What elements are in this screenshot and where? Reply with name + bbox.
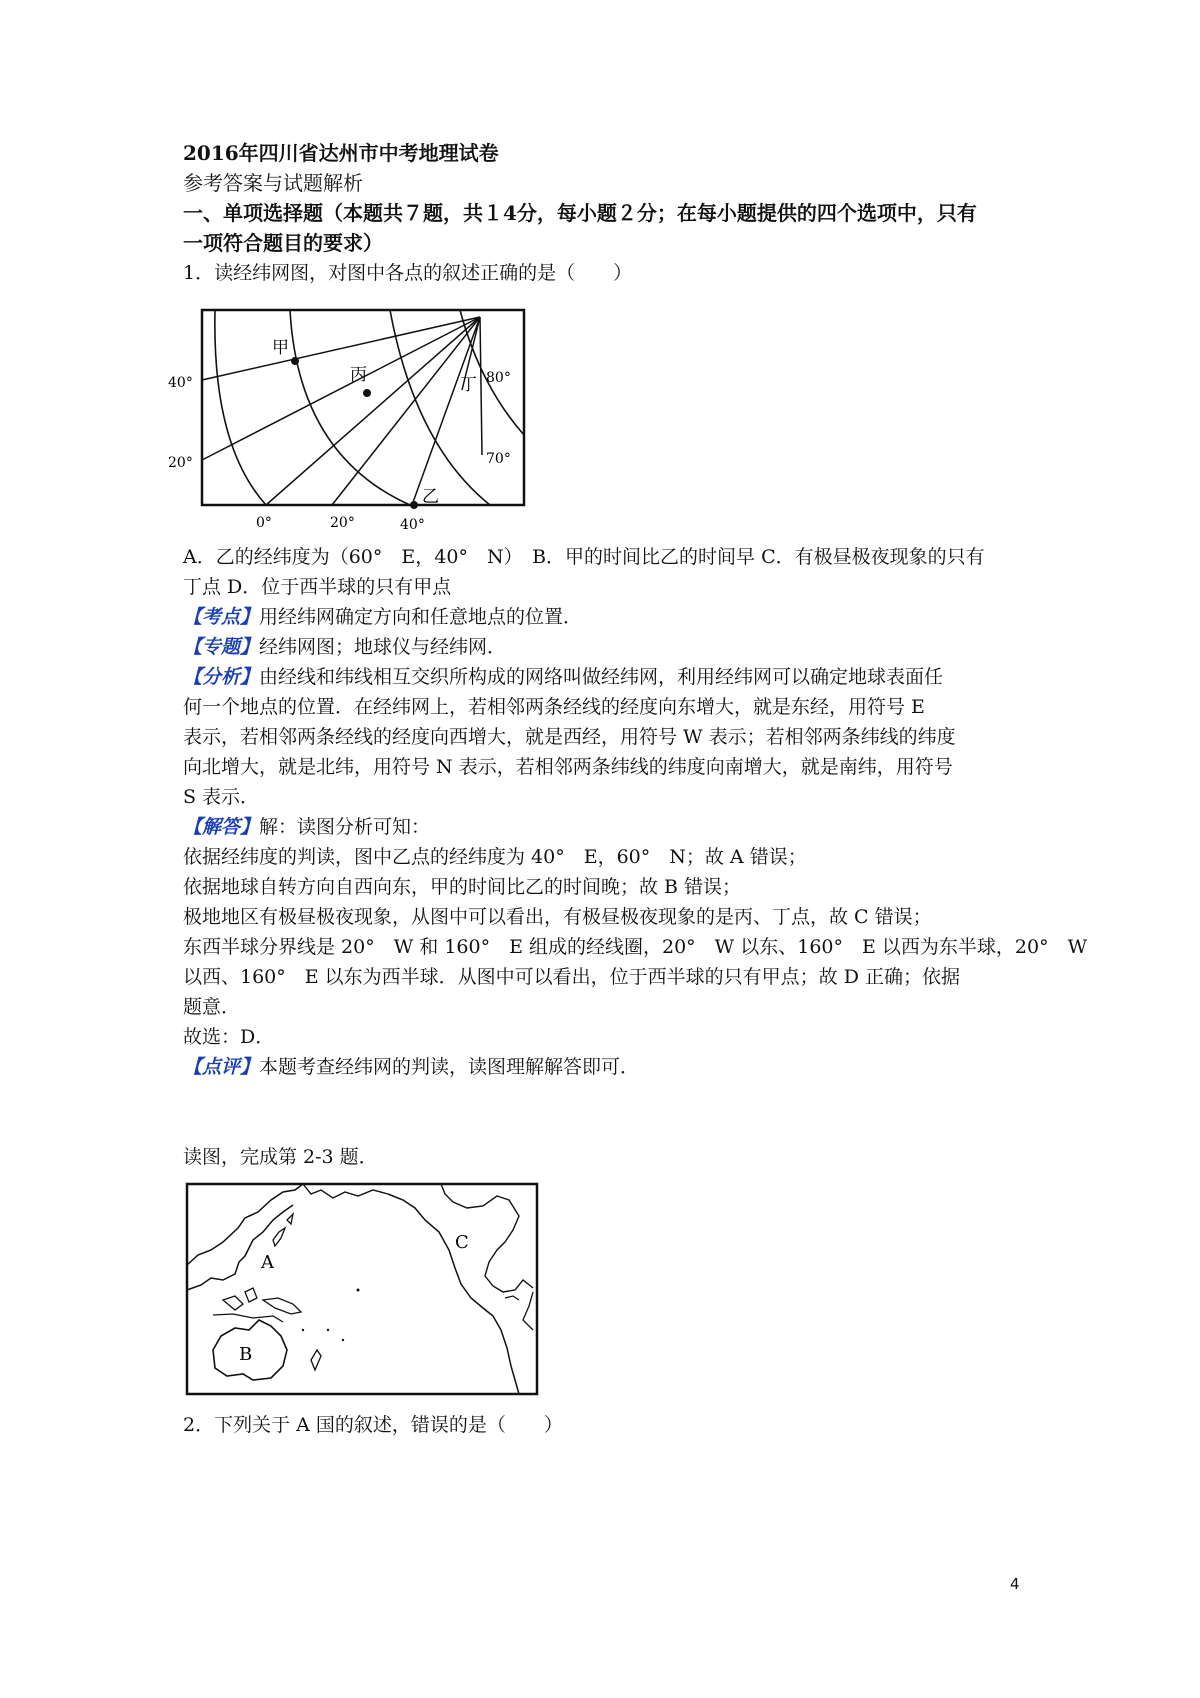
dianping-text: 本题考查经纬网的判读，读图理解解答即可．	[259, 1056, 640, 1078]
fenxi-line-4: 向北增大，就是北纬，用符号 N 表示，若相邻两条纬线的纬度向南增大，就是南纬，用符号	[183, 756, 953, 778]
q1-options-line1: A．乙的经纬度为（60° E，40° N） B．甲的时间比乙的时间早 C．有极昼极夜现象的只有	[183, 546, 985, 568]
fenxi-line-3: 表示，若相邻两条经线的经度向西增大，就是西经，用符号 W 表示；若相邻两条纬线的纬度	[183, 726, 956, 748]
fenxi-tag: 【分析】	[183, 666, 260, 688]
jieda-line-1: 依据经纬度的判读，图中乙点的经纬度为 40° E，60° N；故 A 错误；	[183, 846, 807, 868]
graticule-figure	[160, 295, 530, 535]
page-title: 2016年四川省达州市中考地理试卷	[183, 141, 499, 165]
fenxi-row	[183, 662, 943, 692]
jieda-line-5: 以西、160° E 以东为西半球．从图中可以看出，位于西半球的只有甲点；故 D 正确；依据	[183, 966, 960, 988]
section-heading-line2: 一项符合题目的要求）	[183, 231, 383, 255]
jieda-tag: 【解答】	[183, 816, 260, 838]
zhuanti-text: 经纬网图；地球仪与经纬网．	[259, 636, 507, 658]
map-label-c: C	[455, 1232, 469, 1253]
jieda-line-7: 故选：D．	[183, 1026, 275, 1048]
jieda-line-6: 题意．	[183, 996, 241, 1018]
fenxi-line-5: S 表示．	[183, 786, 260, 808]
map-label-a: A	[261, 1252, 274, 1273]
question-1-stem: 1．读经纬网图，对图中各点的叙述正确的是（ ）	[183, 262, 633, 284]
kaodian-text: 用经纬网确定方向和任意地点的位置．	[259, 606, 583, 628]
fenxi-line-1: 由经线和纬线相互交织所构成的网络叫做经纬网，利用经纬网可以确定地球表面任	[259, 666, 944, 688]
jieda-line-4: 东西半球分界线是 20° W 和 160° E 组成的经线圈，20° W 以东、160° E 以西为东半球，20° W	[183, 936, 1088, 958]
jieda-first: 解：读图分析可知：	[259, 816, 431, 838]
jieda-line-3: 极地地区有极昼极夜现象，从图中可以看出，有极昼极夜现象的是丙、丁点，故 C 错误；	[183, 906, 932, 928]
left-label-20: 20°	[168, 455, 193, 471]
zhuanti-tag: 【专题】	[183, 636, 260, 658]
point-label-ding: 丁	[460, 375, 477, 395]
bottom-label-0: 0°	[256, 515, 272, 531]
zhuanti-row	[183, 632, 506, 662]
point-yi	[410, 501, 418, 509]
jieda-row	[183, 812, 430, 842]
question-2-stem: 2．下列关于 A 国的叙述，错误的是（ ）	[183, 1414, 563, 1436]
dianping-row	[183, 1052, 639, 1082]
jieda-line-2: 依据地球自转方向自西向东，甲的时间比乙的时间晚；故 B 错误；	[183, 876, 742, 898]
point-bing	[363, 389, 371, 397]
pacific-map-figure	[183, 1180, 543, 1398]
intro-2-3: 读图，完成第 2-3 题．	[183, 1146, 378, 1168]
point-label-jia: 甲	[272, 338, 289, 358]
left-label-40: 40°	[168, 375, 193, 391]
point-label-bing: 丙	[350, 365, 367, 385]
right-label-70: 70°	[486, 451, 511, 467]
kaodian-tag: 【考点】	[183, 606, 260, 628]
point-jia	[291, 357, 299, 365]
map-label-b: B	[239, 1344, 253, 1365]
bottom-label-20: 20°	[330, 515, 355, 531]
right-label-80: 80°	[486, 370, 511, 386]
dianping-tag: 【点评】	[183, 1056, 260, 1078]
q1-options-line2: 丁点 D．位于西半球的只有甲点	[183, 576, 452, 598]
page-number: 4	[1010, 1575, 1020, 1593]
fenxi-line-2: 何一个地点的位置．在经纬网上，若相邻两条经线的经度向东增大，就是东经，用符号 E	[183, 696, 925, 718]
point-label-yi: 乙	[422, 487, 439, 507]
kaodian-row	[183, 602, 582, 632]
bottom-label-40: 40°	[400, 517, 425, 533]
section-heading-line1: 一、单项选择题（本题共７题，共１4分，每小题２分；在每小题提供的四个选项中，只有	[183, 201, 977, 225]
page-subtitle: 参考答案与试题解析	[183, 171, 363, 195]
